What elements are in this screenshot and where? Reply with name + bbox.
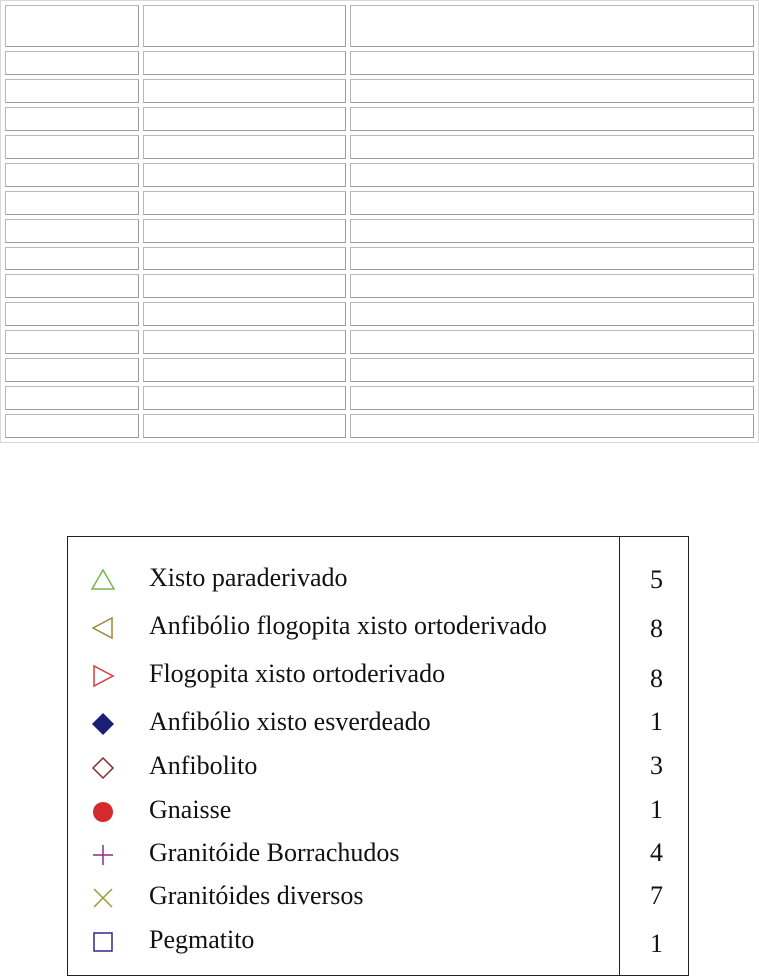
table-row: [5, 219, 754, 243]
legend-label: Flogopita xisto ortoderivado: [149, 659, 446, 688]
legend-item: [68, 747, 688, 787]
legend-item: [68, 559, 688, 599]
legend-label: Xisto paraderivado: [149, 563, 348, 592]
legend-count: 1: [650, 707, 663, 736]
diamond-open-icon: [90, 755, 116, 781]
triangle-up-open-icon: [90, 567, 116, 593]
legend-label: Anfibólio flogopita xisto ortoderivado: [149, 611, 547, 640]
table-row: [5, 386, 754, 410]
table-row: [5, 330, 754, 354]
legend-count: 8: [650, 664, 663, 693]
legend-item: [68, 607, 688, 647]
legend-label: Pegmatito: [149, 925, 255, 954]
table-row: [5, 79, 754, 103]
square-open-icon: [90, 929, 116, 955]
empty-data-table: [0, 0, 759, 443]
legend-item: [68, 877, 688, 917]
legend-count: 5: [650, 565, 663, 594]
legend-count: 3: [650, 751, 663, 780]
legend-count: 8: [650, 614, 663, 643]
legend-label: Granitóides diversos: [149, 881, 364, 910]
legend-item: [68, 834, 688, 874]
legend-count: 1: [650, 929, 663, 958]
legend-label: Anfibólio xisto esverdeado: [149, 707, 431, 736]
table-row: [5, 247, 754, 271]
table-row: [5, 163, 754, 187]
table-row: [5, 274, 754, 298]
triangle-right-open-icon: [90, 663, 116, 689]
table-row: [5, 51, 754, 75]
triangle-left-open-icon: [90, 615, 116, 641]
table-row: [5, 107, 754, 131]
legend-box: [67, 536, 689, 976]
table-row: [5, 191, 754, 215]
circle-filled-icon: [90, 799, 116, 825]
table-row: [5, 414, 754, 438]
legend-count: 4: [650, 838, 663, 867]
cross-icon: [90, 885, 116, 911]
plus-icon: [90, 842, 116, 868]
legend-item: [68, 791, 688, 831]
legend-count: 1: [650, 795, 663, 824]
table-header-row: [5, 5, 754, 47]
legend-count: 7: [650, 881, 663, 910]
legend-label: Gnaisse: [149, 795, 232, 824]
legend-label: Granitóide Borrachudos: [149, 838, 400, 867]
table-row: [5, 135, 754, 159]
legend-item: [68, 921, 688, 961]
legend-item: [68, 655, 688, 695]
legend-item: [68, 703, 688, 743]
table-row: [5, 358, 754, 382]
diamond-filled-icon: [90, 711, 116, 737]
legend-label: Anfibolito: [149, 751, 258, 780]
table-row: [5, 302, 754, 326]
